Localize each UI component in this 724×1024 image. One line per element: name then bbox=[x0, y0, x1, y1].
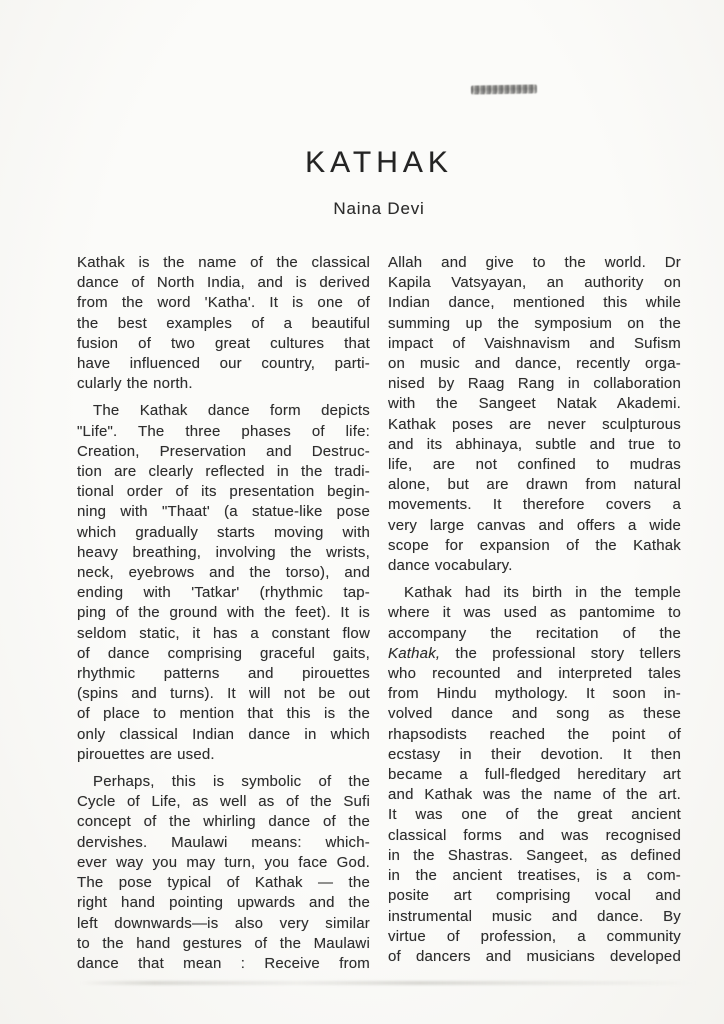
text-line: neck, eyebrows and the torso), and bbox=[77, 564, 370, 582]
text-line: Creation, Preservation and Destruc- bbox=[77, 442, 370, 460]
text-line: where it was used as pantomime to bbox=[388, 604, 681, 622]
text-line: with the Sangeet Natak Akademi. bbox=[388, 395, 681, 413]
text-line: nised by Raag Rang in collaboration bbox=[388, 375, 681, 393]
text-line: Allah and give to the world. Dr bbox=[388, 254, 681, 271]
paragraph bbox=[77, 772, 370, 974]
text-line: movements. It therefore covers a bbox=[388, 496, 681, 514]
paragraph bbox=[77, 401, 370, 765]
text-line: summing up the symposium on the bbox=[388, 314, 681, 332]
text-line: rhythmic patterns and pirouettes bbox=[77, 665, 370, 683]
text-line: on music and dance, recently orga- bbox=[388, 355, 681, 373]
text-line: very large canvas and offers a wide bbox=[388, 516, 681, 534]
text-line: alone, but are drawn from natural bbox=[388, 476, 681, 494]
column-left bbox=[77, 253, 370, 974]
text-line: Kathak had its birth in the temple bbox=[404, 584, 681, 602]
text-line: classical forms and was recognised bbox=[388, 826, 681, 844]
italic-text: Kathak, bbox=[388, 644, 441, 662]
text-line: heavy breathing, involving the wrists, bbox=[77, 543, 370, 561]
text-line: from the word 'Katha'. It is one of bbox=[77, 294, 370, 312]
text-line: and Kathak was the name of the art. bbox=[388, 786, 681, 804]
text-line: in the Shastras. Sangeet, as defined bbox=[388, 846, 681, 864]
text-line: cularly the north. bbox=[77, 375, 193, 393]
text-line: only classical Indian dance in which bbox=[77, 725, 370, 743]
text-line: posite art comprising vocal and bbox=[388, 887, 681, 905]
text-line: left downwards—is also very similar bbox=[77, 914, 370, 932]
paragraph bbox=[388, 583, 681, 967]
text-line: Perhaps, this is symbolic of the bbox=[93, 773, 370, 791]
paragraph bbox=[77, 253, 370, 394]
text-line: have influenced our country, parti- bbox=[77, 355, 370, 373]
text-line: seldom static, it has a constant flow bbox=[77, 624, 370, 642]
text-line: virtue of profession, a community bbox=[388, 927, 681, 945]
ink-smudge bbox=[471, 84, 537, 94]
text-line: scope for expansion of the Kathak bbox=[388, 536, 681, 554]
column-right bbox=[388, 253, 681, 974]
text-line: Kathak, the professional story tellers bbox=[388, 644, 681, 662]
text-line: pirouettes are used. bbox=[77, 745, 215, 763]
text-line: ending with 'Tatkar' (rhythmic tap- bbox=[77, 584, 370, 602]
columns bbox=[77, 253, 681, 974]
text-line: life, are not confined to mudras bbox=[388, 456, 681, 474]
text-line: (spins and turns). It will not be out bbox=[77, 685, 370, 703]
text-line: Kapila Vatsyayan, an authority on bbox=[388, 274, 681, 292]
text-line: of dance comprising graceful gaits, bbox=[77, 644, 370, 662]
text-line: rhapsodists reached the point of bbox=[388, 725, 681, 743]
text-line: dance vocabulary. bbox=[388, 557, 513, 575]
text-line: volved dance and song as these bbox=[388, 705, 681, 723]
text-line: dervishes. Maulawi means: which- bbox=[77, 833, 370, 851]
text-line: concept of the whirling dance of the bbox=[77, 813, 370, 831]
text-line: Kathak poses are never sculpturous bbox=[388, 415, 681, 433]
text-line: of dancers and musicians developed bbox=[388, 947, 681, 965]
paragraph bbox=[388, 253, 681, 576]
text-line: dance of North India, and is derived bbox=[77, 274, 370, 292]
text-line: Kathak is the name of the classical bbox=[77, 254, 370, 271]
text-line: and its abhinaya, subtle and true to bbox=[388, 435, 681, 453]
text-line: in the ancient treatises, is a com- bbox=[388, 867, 681, 885]
text-line: ever way you may turn, you face God. bbox=[77, 853, 370, 871]
text-line: The pose typical of Kathak — the bbox=[77, 874, 370, 892]
text-line: "Life". The three phases of life: bbox=[77, 422, 370, 440]
text-line: to the hand gestures of the Maulawi bbox=[77, 934, 370, 952]
text-line: the best examples of a beautiful bbox=[77, 314, 370, 332]
text-line: fusion of two great cultures that bbox=[77, 334, 370, 352]
text-line: became a full-fledged hereditary art bbox=[388, 766, 681, 784]
text-line: ning with "Thaat' (a statue-like pose bbox=[77, 503, 370, 521]
text-line: which gradually starts moving with bbox=[77, 523, 370, 541]
text-line: instrumental music and dance. By bbox=[388, 907, 681, 925]
text-line: of place to mention that this is the bbox=[77, 705, 370, 723]
scan-artifact-line bbox=[80, 981, 698, 985]
text-line: ecstasy in their devotion. It then bbox=[388, 745, 681, 763]
text-line: from Hindu mythology. It soon in- bbox=[388, 685, 681, 703]
text-line: ping of the ground with the feet). It is bbox=[77, 604, 370, 622]
text-line: It was one of the great ancient bbox=[388, 806, 681, 824]
text-line: The Kathak dance form depicts bbox=[93, 402, 370, 420]
text-line: accompany the recitation of the bbox=[388, 624, 681, 642]
text-line: Indian dance, mentioned this while bbox=[388, 294, 681, 312]
text-line: tion are clearly reflected in the tradi- bbox=[77, 463, 370, 481]
author-name: Naina Devi bbox=[333, 199, 425, 218]
text-line: dance that mean : Receive from bbox=[77, 954, 370, 972]
text-line: right hand pointing upwards and the bbox=[77, 894, 370, 912]
text-line: impact of Vaishnavism and Sufism bbox=[388, 334, 681, 352]
text-line: Cycle of Life, as well as of the Sufi bbox=[77, 793, 370, 811]
text-line: who recounted and interpreted tales bbox=[388, 665, 681, 683]
text-line: tional order of its presentation begin- bbox=[77, 483, 370, 501]
article-title: KATHAK bbox=[305, 146, 453, 179]
